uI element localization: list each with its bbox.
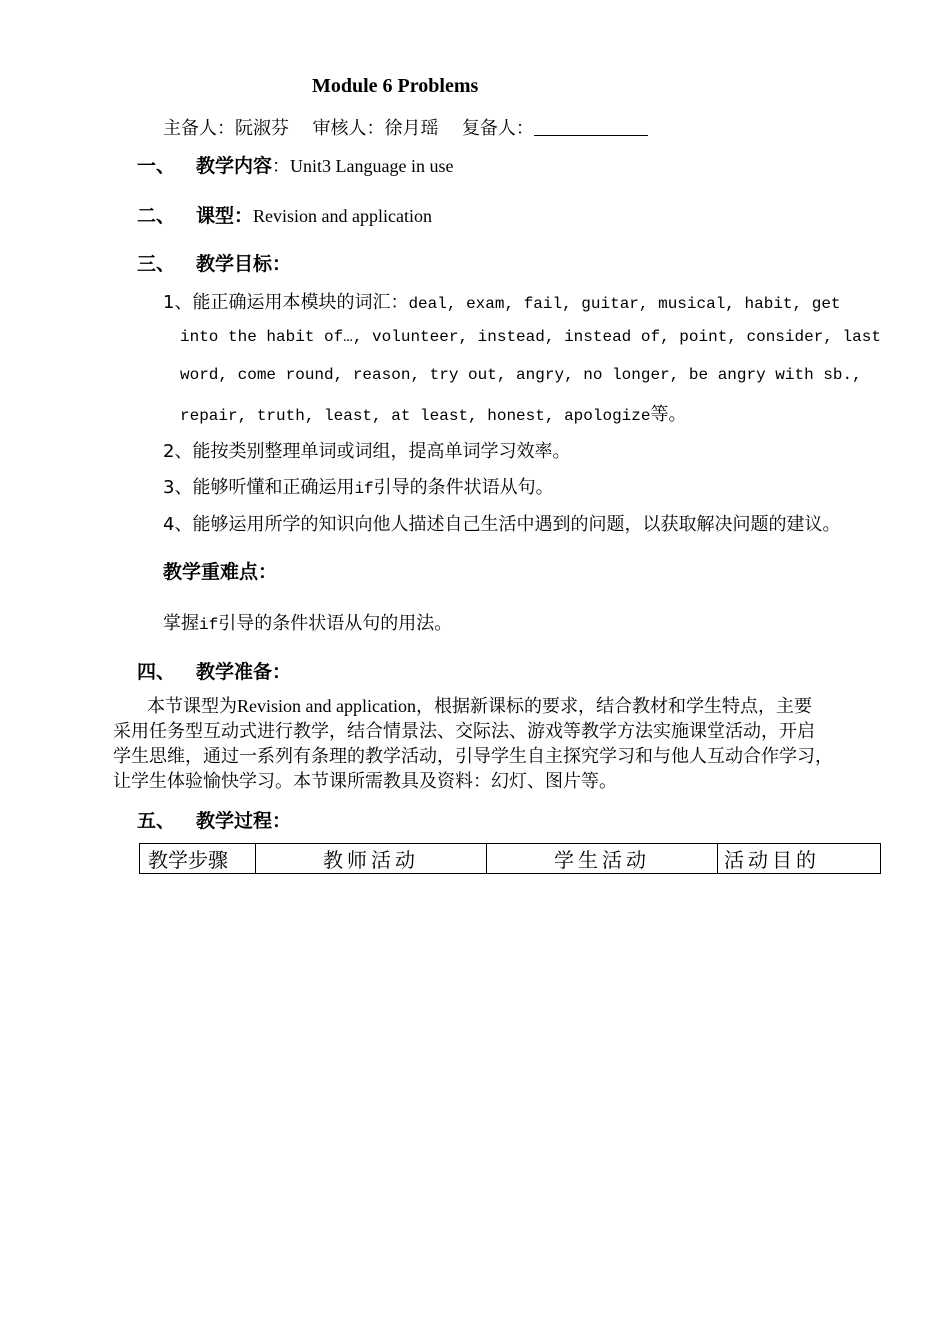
header-activity-purpose: 活动目的 [718, 844, 881, 874]
preparers-line [163, 114, 648, 140]
preparation-paragraph [113, 694, 875, 794]
key-points-text [163, 609, 452, 635]
section-5-number: 五、 [137, 810, 176, 832]
section-1-number: 一、 [137, 155, 176, 177]
section-3-number: 三、 [137, 253, 176, 275]
section-2-value: Revision and application [253, 206, 432, 226]
objective-1-vocab-line-1: deal, exam, fail, guitar, musical, habit, get [408, 295, 841, 313]
objective-1-suffix: 等。 [650, 404, 687, 425]
teaching-process-table [139, 843, 881, 874]
objective-4: 4、能够运用所学的知识向他人描述自己生活中遇到的问题，以获取解决问题的建议。 [163, 514, 841, 535]
objective-1-vocab-line-4-wrap [180, 400, 686, 426]
objective-2: 2、能按类别整理单词或词组，提高单词学习效率。 [163, 441, 571, 462]
prep-line-3: 学生思维，通过一系列有条理的教学活动，引导学生自主探究学习和与他人互动合作学习， [113, 746, 833, 767]
objective-1-vocab-line-3: word, come round, reason, try out, angry, no longer, be angry with sb., [180, 366, 862, 384]
section-2-title: 课型： [196, 205, 254, 227]
key-points-text-b: 引导的条件状语从句的用法。 [218, 613, 453, 634]
prep-line-2: 采用任务型互动式进行教学，结合情景法、交际法、游戏等教学方法实施课堂活动，开启 [113, 721, 815, 742]
header-student-activity: 学生活动 [487, 844, 718, 874]
objective-1 [163, 288, 841, 314]
section-5-title: 教学过程： [196, 810, 292, 832]
prep-line-1-b: ，根据新课标的要求，结合教材和学生特点，主要 [415, 696, 812, 717]
key-points-if: if [199, 616, 219, 634]
section-3-title: 教学目标： [196, 253, 292, 275]
objective-3-if: if [354, 480, 374, 498]
section-4-number: 四、 [137, 661, 176, 683]
header-teaching-steps: 教学步骤 [140, 844, 256, 874]
prep-line-1-a: 本节课型为 [147, 696, 237, 717]
objective-1-prefix: 1、能正确运用本模块的词汇： [163, 292, 409, 313]
objective-3 [163, 473, 554, 499]
objective-3-text-b: 引导的条件状语从句。 [373, 477, 554, 498]
objective-3-text-a: 3、能够听懂和正确运用 [163, 477, 355, 498]
lead-preparer-label: 主备人： [163, 118, 235, 139]
reviewer-label: 审核人： [312, 118, 385, 139]
objective-1-vocab-line-2: into the habit of…, volunteer, instead, instead of, point, consider, last [180, 328, 881, 346]
header-teacher-activity: 教师活动 [256, 844, 487, 874]
section-1-title: 教学内容 [196, 155, 273, 177]
prep-line-4: 让学生体验愉快学习。本节课所需教具及资料：幻灯、图片等。 [113, 771, 617, 792]
section-4-title: 教学准备： [196, 661, 292, 683]
lead-preparer-name: 阮淑芬 [235, 118, 289, 139]
document-title: Module 6 Problems [312, 75, 479, 97]
section-1-sep: ： [272, 156, 291, 177]
reviewer-name: 徐月瑶 [384, 118, 439, 139]
secondary-preparer-label: 复备人： [461, 118, 534, 139]
prep-line-1-en: Revision and application [237, 696, 416, 716]
table-header-row [140, 844, 881, 874]
key-points-title: 教学重难点： [163, 561, 278, 583]
objective-1-vocab-line-4: repair, truth, least, at least, honest, apologize [180, 407, 651, 425]
prep-line-1 [113, 694, 875, 719]
section-1-value: Unit3 Language in use [290, 156, 454, 176]
section-2-number: 二、 [137, 205, 176, 227]
secondary-preparer-blank [534, 119, 648, 136]
section-1-heading [196, 151, 453, 178]
key-points-text-a: 掌握 [163, 613, 199, 634]
section-2-heading [196, 201, 432, 228]
